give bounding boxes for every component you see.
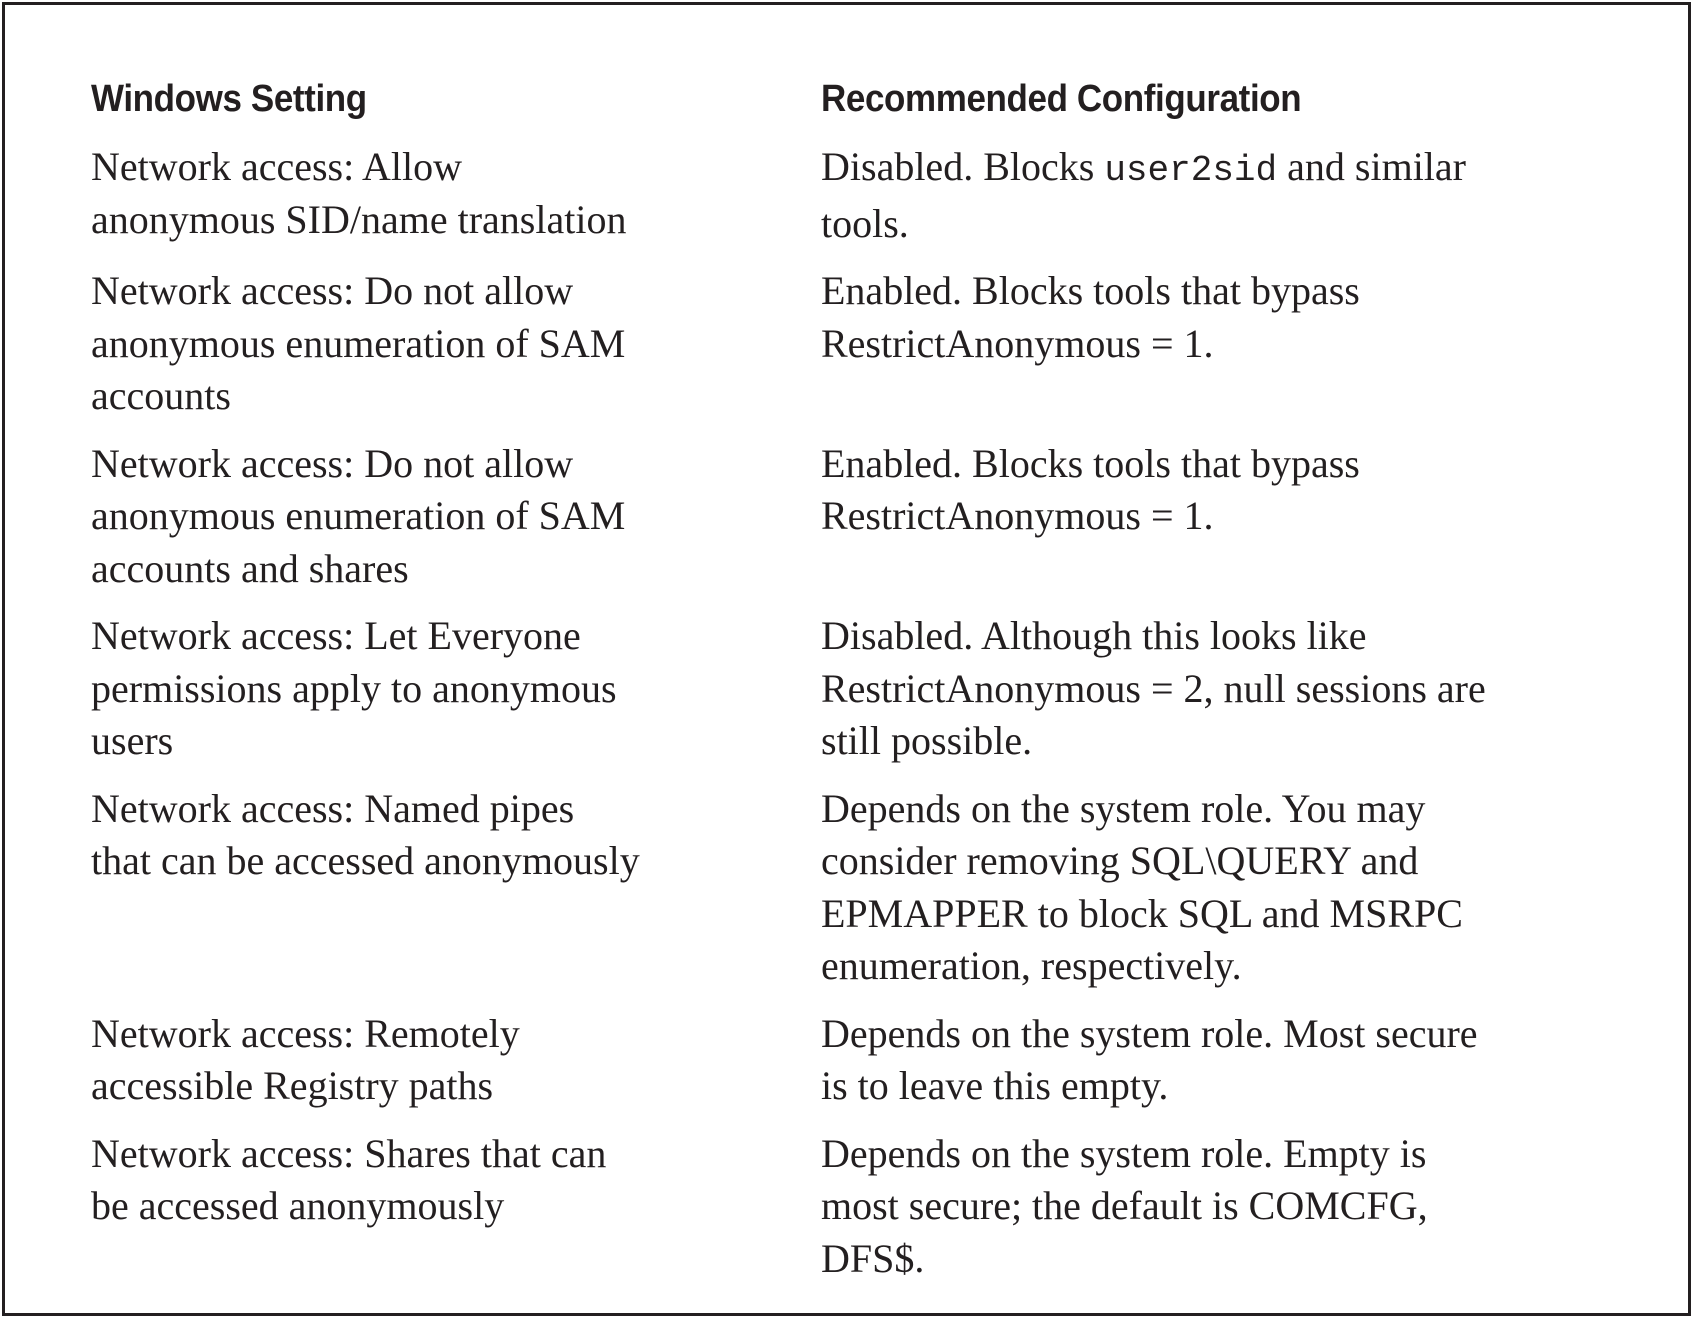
- config-line: DFS$.: [821, 1235, 925, 1281]
- config-line: Enabled. Blocks tools that bypass: [821, 440, 1360, 486]
- setting-cell: [91, 1008, 821, 1113]
- config-line: EPMAPPER to block SQL and MSRPC: [821, 890, 1463, 936]
- config-line: Disabled. Although this looks like: [821, 613, 1367, 658]
- config-line: most secure; the default is COMCFG,: [821, 1183, 1428, 1228]
- config-line: RestrictAnonymous = 1.: [821, 320, 1214, 366]
- setting-cell: [91, 610, 821, 768]
- config-line: Enabled. Blocks tools that bypass: [821, 268, 1360, 313]
- settings-table: [91, 71, 1651, 1300]
- config-text: and similar: [1277, 144, 1466, 189]
- setting-line: accounts and shares: [91, 545, 409, 591]
- table-row: [91, 438, 1651, 611]
- config-line: RestrictAnonymous = 1.: [821, 493, 1214, 538]
- setting-cell: [91, 783, 821, 993]
- setting-line: Network access: Do not allow: [91, 440, 574, 486]
- config-line: [821, 141, 1651, 198]
- config-line: Depends on the system role. Empty is: [821, 1130, 1427, 1176]
- config-line: Depends on the system role. Most secure: [821, 1010, 1478, 1056]
- config-line: enumeration, respectively.: [821, 943, 1242, 988]
- table-row: [91, 141, 1651, 265]
- table-header-row: [91, 71, 1651, 141]
- setting-line: users: [91, 718, 174, 763]
- table-frame: [2, 2, 1691, 1316]
- setting-line: Network access: Allow: [91, 144, 463, 189]
- header-cell-config: [821, 71, 1651, 141]
- header-cell-setting: [91, 71, 821, 141]
- setting-cell: [91, 265, 821, 423]
- config-line: is to leave this empty.: [821, 1063, 1169, 1108]
- config-line: RestrictAnonymous = 2, null sessions are: [821, 665, 1486, 711]
- config-cell: [821, 438, 1651, 596]
- config-cell: [821, 1008, 1651, 1113]
- config-text: Disabled. Blocks: [821, 144, 1105, 189]
- setting-line: anonymous enumeration of SAM: [91, 493, 626, 538]
- setting-line: Network access: Remotely: [91, 1010, 520, 1056]
- setting-line: permissions apply to anonymous: [91, 665, 617, 711]
- setting-line: accounts: [91, 373, 231, 418]
- setting-line: anonymous SID/name translation: [91, 196, 627, 242]
- setting-line: Network access: Named pipes: [91, 785, 575, 831]
- setting-line: Network access: Let Everyone: [91, 613, 581, 658]
- config-cell: [821, 141, 1651, 250]
- table-row: [91, 610, 1651, 783]
- setting-line: anonymous enumeration of SAM: [91, 320, 626, 366]
- table-row: [91, 783, 1651, 1008]
- config-line: consider removing SQL\QUERY and: [821, 838, 1419, 883]
- setting-line: accessible Registry paths: [91, 1063, 494, 1108]
- setting-line: Network access: Shares that can: [91, 1130, 607, 1176]
- config-line: tools.: [821, 200, 909, 246]
- config-line: still possible.: [821, 718, 1033, 763]
- config-cell: [821, 265, 1651, 423]
- config-cell: [821, 610, 1651, 768]
- header-recommended-configuration: Recommended Configuration: [821, 78, 1302, 120]
- setting-line: Network access: Do not allow: [91, 268, 574, 313]
- table-row: [91, 1128, 1651, 1301]
- config-cell: [821, 1128, 1651, 1286]
- config-line: Depends on the system role. You may: [821, 785, 1426, 831]
- table-row: [91, 265, 1651, 438]
- header-windows-setting: Windows Setting: [91, 78, 367, 120]
- setting-cell: [91, 1128, 821, 1286]
- config-cell: [821, 783, 1651, 993]
- setting-line: be accessed anonymously: [91, 1183, 505, 1228]
- setting-line: that can be accessed anonymously: [91, 838, 640, 883]
- setting-cell: [91, 141, 821, 250]
- table-row: [91, 1008, 1651, 1128]
- setting-cell: [91, 438, 821, 596]
- code-user2sid: user2sid: [1104, 150, 1278, 191]
